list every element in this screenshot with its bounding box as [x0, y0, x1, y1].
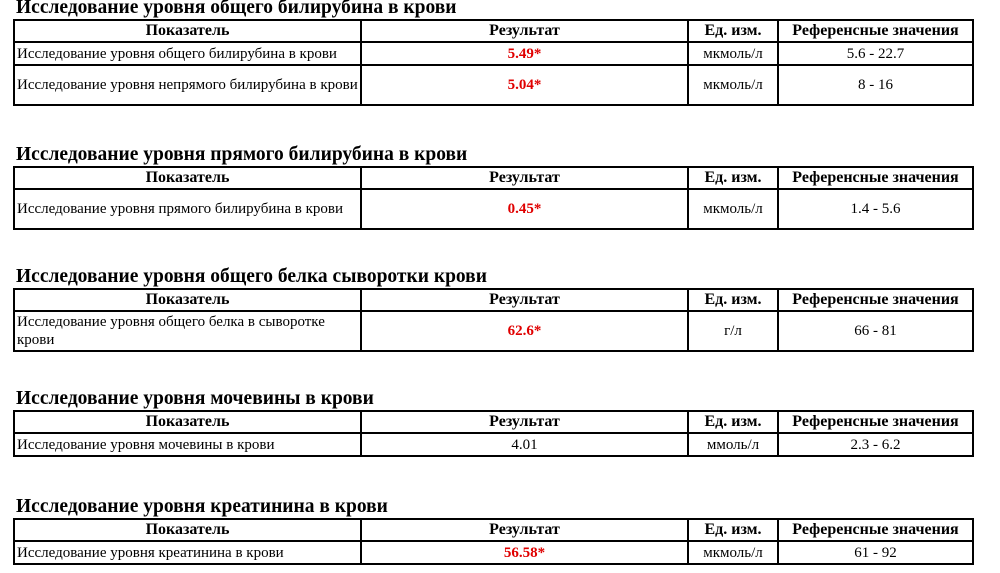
unit-value: мкмоль/л: [688, 65, 778, 105]
unit-value: г/л: [688, 311, 778, 351]
section-title: Исследование уровня креатинина в крови: [16, 496, 388, 517]
table-row: [14, 189, 973, 229]
header-reference: Референсные значения: [778, 289, 973, 311]
header-unit: Ед. изм.: [688, 289, 778, 311]
section-title: Исследование уровня прямого билирубина в крови: [16, 144, 468, 165]
unit-value: мкмоль/л: [688, 541, 778, 564]
table-row: [14, 42, 973, 65]
results-table: [13, 288, 974, 352]
indicator-name: Исследование уровня общего билирубина в крови: [14, 42, 361, 65]
results-table: [13, 166, 974, 230]
reference-range: 66 - 81: [778, 311, 973, 351]
unit-value: мкмоль/л: [688, 189, 778, 229]
section-title: Исследование уровня мочевины в крови: [16, 388, 374, 409]
section-direct-bilirubin: [13, 144, 973, 230]
section-title: Исследование уровня общего билирубина в крови: [16, 0, 457, 18]
indicator-name: Исследование уровня прямого билирубина в крови: [14, 189, 361, 229]
table-row: [14, 65, 973, 105]
header-result: Результат: [361, 167, 688, 189]
result-value: 62.6*: [361, 311, 688, 351]
table-header-row: [14, 20, 973, 42]
indicator-name: Исследование уровня креатинина в крови: [14, 541, 361, 564]
header-indicator: Показатель: [14, 167, 361, 189]
reference-range: 1.4 - 5.6: [778, 189, 973, 229]
reference-range: 61 - 92: [778, 541, 973, 564]
header-result: Результат: [361, 20, 688, 42]
reference-range: 5.6 - 22.7: [778, 42, 973, 65]
section-title: Исследование уровня общего белка сыворотки крови: [16, 266, 487, 287]
header-indicator: Показатель: [14, 411, 361, 433]
result-value: 4.01: [361, 433, 688, 456]
header-reference: Референсные значения: [778, 519, 973, 541]
header-result: Результат: [361, 411, 688, 433]
header-indicator: Показатель: [14, 20, 361, 42]
table-header-row: [14, 519, 973, 541]
header-reference: Референсные значения: [778, 167, 973, 189]
header-unit: Ед. изм.: [688, 167, 778, 189]
header-indicator: Показатель: [14, 289, 361, 311]
table-row: [14, 433, 973, 456]
unit-value: ммоль/л: [688, 433, 778, 456]
unit-value: мкмоль/л: [688, 42, 778, 65]
indicator-name: Исследование уровня общего белка в сыворотке крови: [14, 311, 361, 351]
result-value: 5.49*: [361, 42, 688, 65]
results-table: [13, 518, 974, 565]
reference-range: 2.3 - 6.2: [778, 433, 973, 456]
result-value: 56.58*: [361, 541, 688, 564]
reference-range: 8 - 16: [778, 65, 973, 105]
indicator-name: Исследование уровня мочевины в крови: [14, 433, 361, 456]
header-unit: Ед. изм.: [688, 20, 778, 42]
table-row: [14, 311, 973, 351]
table-header-row: [14, 289, 973, 311]
results-table: [13, 19, 974, 106]
header-unit: Ед. изм.: [688, 519, 778, 541]
table-header-row: [14, 411, 973, 433]
section-creatinine: [13, 496, 973, 565]
header-result: Результат: [361, 519, 688, 541]
header-unit: Ед. изм.: [688, 411, 778, 433]
header-reference: Референсные значения: [778, 20, 973, 42]
header-result: Результат: [361, 289, 688, 311]
table-header-row: [14, 167, 973, 189]
results-table: [13, 410, 974, 457]
section-total-protein: [13, 266, 973, 352]
header-indicator: Показатель: [14, 519, 361, 541]
result-value: 5.04*: [361, 65, 688, 105]
indicator-name: Исследование уровня непрямого билирубина в крови: [14, 65, 361, 105]
table-row: [14, 541, 973, 564]
header-reference: Референсные значения: [778, 411, 973, 433]
section-urea: [13, 388, 973, 457]
result-value: 0.45*: [361, 189, 688, 229]
section-total-bilirubin: [13, 0, 973, 106]
